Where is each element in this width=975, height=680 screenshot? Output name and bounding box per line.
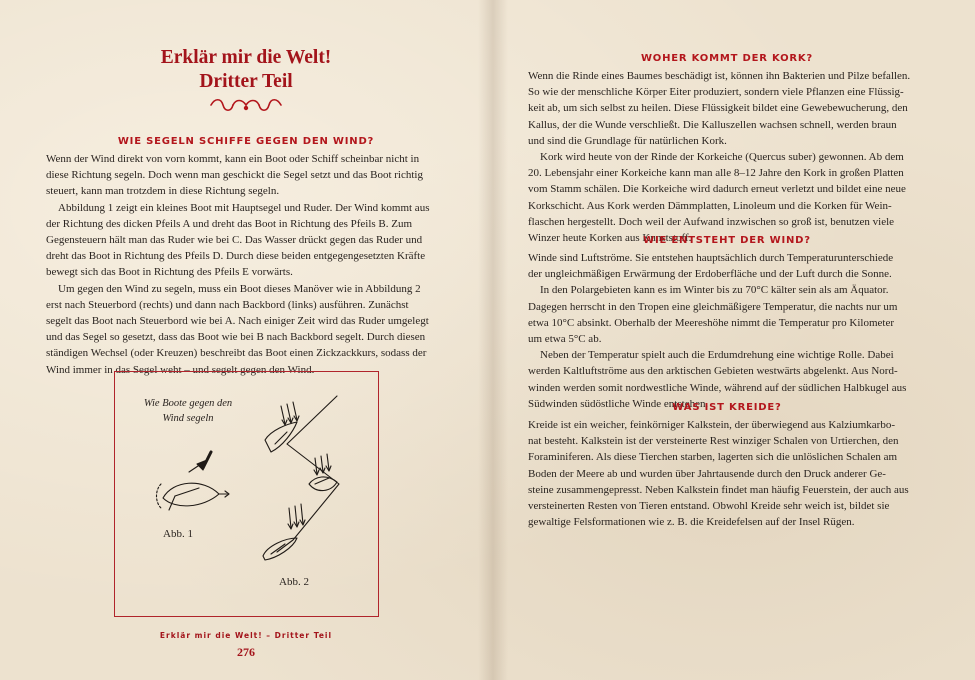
paragraph-line: und das Segel so gesetzt, dass das Boot wie bei B nach Backbord segelt. Durch diesen (46, 331, 426, 344)
section-heading-sailing: WIE SEGELN SCHIFFE GEGEN DEN WIND? (117, 136, 375, 147)
wind-arrows-middle (314, 454, 331, 475)
paragraph-line: Boden der Meere ab und wurden über Jahrtausende durch den Druck anderer Ge- (528, 467, 886, 480)
paragraph-line: 20. Lebensjahr einer Korkeiche kann man alle 8–12 Jahre den Kork in großen Platten (528, 167, 904, 180)
paragraph-line: Neben der Temperatur spielt auch die Erdumdrehung eine wichtige Rolle. Dabei (540, 349, 894, 362)
wind-arrows-bottom (288, 504, 305, 529)
paragraph-line: winden werden somit nordwestliche Winde, während auf der südlichen Halbkugel aus (528, 381, 907, 394)
paragraph-line: Kreide ist ein weicher, feinkörniger Kalkstein, der überwiegend aus Kalziumkarbo- (528, 419, 896, 431)
paragraph-line: flaschen hergestellt. Doch weil der Aufwand inzwischen so groß ist, benutzen viele (528, 215, 895, 228)
paragraph-line: bewegt sich das Boot in Richtung des Pfeils E vorwärts. (46, 266, 293, 279)
section-heading-chalk: WAS IST KREIDE? (672, 402, 782, 413)
paragraph-line: Wenn der Wind direkt von vorn kommt, kann ein Boot oder Schiff scheinbar nicht in (46, 153, 420, 165)
sailing-diagram (115, 372, 380, 618)
paragraph-line: steuert, kann man trotzdem in diese Richtung segeln. (46, 185, 280, 198)
section-heading-wind: WIE ENTSTEHT DER WIND? (643, 235, 811, 246)
paragraph-line: Kallus, der die Wunde verschließt. Die Kalluszellen wachsen schnell, werden braun (528, 118, 897, 131)
title-ornament (209, 96, 283, 114)
paragraph-line: Winzer heute Korken aus Kunststoff. (528, 232, 692, 245)
paragraph-line: gewaltige Felsformationen wie z. B. die Kreidefelsen auf der Insel Rügen. (528, 516, 855, 529)
zigzag-course (277, 396, 339, 552)
paragraph-line: So wie der menschliche Körper Eiter produziert, sondern viele Pflanzen eine Flüssig- (528, 86, 904, 99)
right-page (528, 0, 926, 680)
paragraph-line: um etwa 5°C ab. (528, 333, 602, 346)
paragraph-line: nat besteht. Kalkstein ist der versteinerte Rest winziger Schalen von Urtierchen, den (528, 435, 899, 448)
paragraph-line: und sind die Grundlage für natürlichen Kork. (528, 134, 727, 147)
paragraph-line: ständigen Wechsel (oder Kreuzen) beschreibt das Boot einen Zickzackkurs, sodass der (46, 347, 427, 360)
paragraph-line: Abbildung 1 zeigt ein kleines Boot mit Hauptsegel und Ruder. Der Wind kommt aus (58, 201, 430, 214)
paragraph-line: Korkschicht. Aus Kork werden Dämmplatten, Linoleum und die Korken für Wein- (528, 199, 892, 212)
left-page (46, 0, 446, 680)
paragraph-line: etwa 10°C absinkt. Oberhalb der Meereshöhe nimmt die Temperatur pro Kilometer (528, 316, 895, 329)
section-sailing (46, 135, 446, 378)
paragraph-line: Winde sind Luftströme. Sie entstehen hauptsächlich durch Temperaturunterschiede (528, 252, 894, 264)
paragraph-line: Südwinden südöstliche Winde entstehen. (528, 397, 709, 410)
figure-label-abb2: Abb. 2 (279, 576, 309, 588)
paragraph-line: dreht das Boot in Richtung des Pfeils D. Durch diese beiden entgegengesetzten Kräfte (46, 250, 426, 263)
paragraph-line: In den Polargebieten kann es im Winter bis zu 70°C kälter sein als am Äquator. (540, 284, 889, 297)
wind-arrows-top (281, 402, 299, 425)
paragraph-line: diese Richtung segeln. Doch wenn man geschickt die Segel setzt und das Boot richtig (46, 169, 423, 182)
paragraph-line: Foraminiferen. Als diese Tierchen starben, lagerten sich die unlöslichen Schalen am (528, 451, 898, 464)
paragraph-line: werden Kaltluftströme aus den arktischen Gebieten westwärts abgelenkt. Aus Nord- (528, 365, 898, 378)
wind-arrow-a (197, 452, 211, 470)
paragraph-line: vom Stamm schälen. Die Korkeiche wird dadurch erneut verletzt und bildet eine neue (528, 183, 906, 196)
paragraph-line: der ungleichmäßigen Erwärmung der Erdoberfläche und der Luft durch die Sonne. (528, 268, 892, 281)
boat-fig2-middle (309, 477, 337, 491)
paragraph-line: segelt das Boot nach Steuerbord wie bei A. Nach einiger Zeit wird das Ruder umgelegt (46, 315, 429, 328)
paragraph-line: erst nach Steuerbord (rechts) und dann nach Backbord (links) ausführen. Zunächst (46, 298, 409, 311)
chapter-title-line2: Dritter Teil (199, 71, 293, 92)
book-gutter (478, 0, 508, 680)
figure-title: Wie Boote gegen den Wind segeln (143, 398, 233, 424)
boat-fig1 (157, 464, 230, 510)
paragraph-line: keit ab, um sich selbst zu heilen. Diese Flüssigkeit bildet eine Gewebewucherung, den (528, 102, 908, 115)
paragraph-line: Um gegen den Wind zu segeln, muss ein Boot dieses Manöver wie in Abbildung 2 (58, 282, 421, 295)
paragraph-line: Wenn die Rinde eines Baumes beschädigt ist, können ihn Bakterien und Pilze befallen. (528, 70, 911, 82)
section-chalk (528, 401, 926, 530)
paragraph-line: der Richtung des dicken Pfeils A und dreht das Boot in Richtung des Pfeils B. Zum (46, 217, 413, 230)
page-number: 276 (237, 645, 255, 659)
section-heading-cork: WOHER KOMMT DER KORK? (640, 53, 814, 64)
figure-label-abb1: Abb. 1 (163, 528, 193, 540)
sailing-figure (114, 371, 379, 617)
chapter-title-line1: Erklär mir die Welt! (160, 47, 332, 68)
chapter-title (46, 46, 446, 94)
paragraph-line: Wind immer in das Segel weht – und segelt gegen den Wind. (46, 363, 315, 376)
paragraph-line: versteinerten Resten von Tieren entstand. Obwohl Kreide sehr weich ist, bildet sie (528, 500, 890, 513)
section-cork (528, 52, 926, 246)
paragraph-line: steine zusammengepresst. Neben Kalkstein findet man häufig Feuerstein, der auch aus (528, 483, 909, 496)
running-footer: Erklär mir die Welt! – Dritter Teil (159, 631, 333, 640)
paragraph-line: Dagegen herrscht in den Tropen eine gleichmäßigere Temperatur, die nachts nur um (528, 300, 898, 313)
paragraph-line: Gegensteuern hält man das Ruder wie bei C. Das Wasser drückt gegen das Ruder und (46, 234, 423, 247)
section-wind (528, 234, 926, 412)
paragraph-line: Kork wird heute von der Rinde der Korkeiche (Quercus suber) gewonnen. Ab dem (540, 151, 904, 164)
